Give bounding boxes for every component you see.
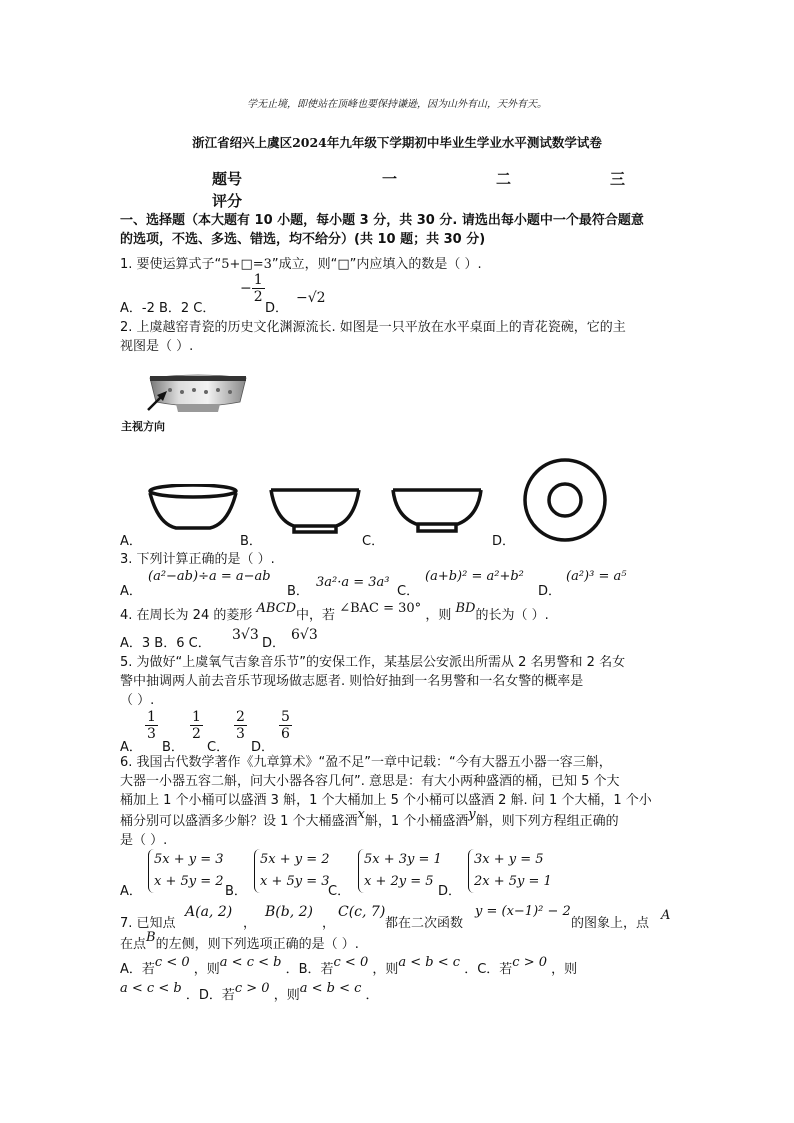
q7-line2	[120, 930, 359, 954]
q7-point-c: C(c, 7)	[338, 904, 386, 920]
q4-t3: ，则	[425, 608, 452, 623]
score-table-row1-label: 题号	[212, 170, 243, 188]
q7-optB-res: a < b < c	[398, 955, 461, 970]
q7-line2b: 的左侧，则下列选项正确的是（ ）.	[155, 937, 359, 952]
q6-line4a: 桶分别可以盛酒多少斛？设 1 个大桶盛酒	[120, 814, 358, 829]
q6-label-b: B．	[225, 884, 247, 899]
q7-optC-then: ，则	[551, 962, 578, 977]
q1-d-value: −√2	[296, 290, 326, 306]
q7-options-line2	[120, 981, 379, 1005]
q6-c-eq1: 5x + 3y = 1	[364, 852, 442, 867]
q7-comma-2: ，	[322, 916, 336, 931]
q1-option-c	[240, 272, 265, 305]
q3-label-a: A．	[120, 584, 142, 599]
q5-c-den: 3	[236, 726, 245, 742]
q2-line1: 2. 上虞越窑青瓷的历史文化渊源流长. 如图是一只平放在水平桌面上的青花瓷碗，它的主	[120, 320, 626, 335]
q5-label-b: B．	[162, 740, 184, 755]
q5-label-d: D．	[251, 740, 275, 755]
q7-optA-cond: c < 0	[154, 955, 190, 970]
q2-option-c-bowl	[390, 484, 486, 534]
q7-optD-pre: ．D．若	[185, 988, 235, 1003]
q2-caption: 主视方向	[121, 420, 165, 433]
score-table-col-2: 二	[496, 170, 512, 188]
q6-system-b	[254, 849, 330, 893]
q7-options-line1	[120, 955, 578, 979]
q5-b-den: 2	[192, 726, 201, 742]
q2-label-b: B．	[240, 534, 262, 549]
q6-line2: 大器一小器五容二斛，问大小器各容几何”. 意思是：有大小两种盛酒的桶，已知 5 个大	[120, 774, 620, 789]
q4-t4: 的长为（ ）.	[475, 608, 549, 623]
q4-stem	[120, 601, 549, 625]
score-table-col-1: 一	[382, 170, 398, 188]
q5-d-den: 6	[281, 726, 290, 742]
q4-bd: BD	[455, 601, 476, 616]
q7-optB-cond: c < 0	[333, 955, 369, 970]
q7-optD-then: ，则	[273, 988, 300, 1003]
q3-option-c: (a+b)² = a²+b²	[425, 569, 524, 584]
section-heading-line1: 一、选择题（本大题有 10 小题，每小题 3 分，共 30 分. 请选出每小题中一个最符合题意	[120, 213, 644, 228]
exam-title: 浙江省绍兴上虞区2024年九年级下学期初中毕业生学业水平测试数学试卷	[192, 135, 602, 150]
q3-label-c: C．	[397, 584, 420, 599]
q6-line4c: 斛，则下列方程组正确的	[475, 814, 619, 829]
q5-line2: 警中抽调两人前去音乐节现场做志愿者. 则恰好抽到一名男警和一名女警的概率是	[120, 674, 584, 689]
q6-system-a	[148, 849, 224, 893]
q6-d-eq1: 3x + y = 5	[474, 852, 544, 867]
q1-c-sign: −	[240, 280, 252, 297]
q6-label-a: A．	[120, 884, 142, 899]
q2-line2: 视图是（ ）.	[120, 339, 194, 354]
q7-comma-1: ，	[243, 916, 257, 931]
q5-frac-a	[145, 709, 158, 742]
q7-A: A	[661, 908, 671, 923]
q7-optD-res: a < b < c	[299, 981, 362, 996]
q7-B: B	[146, 930, 156, 945]
q4-d-label: D．	[262, 636, 286, 651]
section-heading-line2: 的选项，不选、多选、错选，均不给分）(共 10 题；共 30 分)	[120, 232, 486, 247]
q3-stem: 3. 下列计算正确的是（ ）.	[120, 552, 275, 567]
q6-a-eq2: x + 5y = 2	[154, 874, 224, 889]
q4-t1: 4. 在周长为 24 的菱形	[120, 608, 253, 623]
q1-expr: 5+□=3	[221, 257, 272, 272]
q1-post: ”成立，则“□”内应填入的数是（ ）.	[271, 257, 482, 272]
q3-label-b: B．	[287, 584, 309, 599]
q7-optA-res: a < c < b	[219, 955, 282, 970]
q5-a-den: 3	[147, 726, 156, 742]
q6-line1: 6. 我国古代数学著作《九章算术》“盈不足”一章中记载：“今有大器五小器一容三斛，	[120, 755, 612, 770]
q7-optC-pre: ．C．若	[464, 962, 513, 977]
q5-line1: 5. 为做好“上虞氧气吉象音乐节”的安保工作，某基层公安派出所需从 2 名男警和 2 名女	[120, 655, 626, 670]
q3-label-d: D．	[538, 584, 562, 599]
q7-optD-cond: c > 0	[234, 981, 270, 996]
q7-point-a: A(a, 2)	[185, 904, 233, 920]
q4-t2: 中，若	[296, 608, 336, 623]
q7-t1: 7. 已知点	[120, 916, 176, 931]
q7-function: y = (x−1)² − 2	[475, 904, 571, 919]
q2-option-d-top-view	[520, 455, 610, 545]
q4-options: A．3 B．6 C．	[120, 636, 211, 651]
q7-optA-then: ，则	[193, 962, 220, 977]
q7-optC-cond: c > 0	[512, 955, 547, 970]
q4-abcd: ABCD	[256, 601, 297, 616]
q6-line4b: 斛，1 个小桶盛酒	[364, 814, 469, 829]
q1-c-num: 1	[253, 272, 263, 288]
q6-var-x: x	[357, 807, 365, 822]
q5-frac-c	[234, 709, 247, 742]
q6-b-eq1: 5x + y = 2	[260, 852, 330, 867]
q7-optB-then: ，则	[372, 962, 399, 977]
q5-label-c: C．	[207, 740, 230, 755]
q7-optC-res: a < c < b	[120, 981, 182, 996]
q6-label-c: C．	[328, 884, 351, 899]
q1-c-fraction	[252, 272, 265, 305]
q5-frac-b	[190, 709, 203, 742]
q1-stem	[120, 255, 482, 274]
q6-line5: 是（ ）.	[120, 833, 168, 848]
q3-option-b: 3a²·a = 3a³	[316, 575, 390, 590]
q4-option-d: 6√3	[291, 627, 318, 643]
q6-system-d	[468, 849, 552, 893]
q1-d-label: D．	[265, 301, 289, 316]
q6-var-y: y	[468, 807, 476, 822]
q2-label-a: A．	[120, 534, 142, 549]
q5-b-num: 1	[192, 709, 201, 725]
q6-d-eq2: 2x + 5y = 1	[474, 874, 552, 889]
q5-d-num: 5	[281, 709, 290, 725]
score-table-row2-label: 评分	[212, 192, 243, 210]
q6-c-eq2: x + 2y = 5	[364, 874, 434, 889]
q6-b-eq2: x + 5y = 3	[260, 874, 330, 889]
q7-optB-pre: ．B．若	[285, 962, 334, 977]
q7-line2a: 在点	[120, 937, 147, 952]
q6-system-c	[358, 849, 442, 893]
q7-t2: 都在二次函数	[385, 916, 464, 931]
q5-label-a: A．	[120, 740, 142, 755]
score-table-col-3: 三	[610, 170, 626, 188]
motto: 学无止境，即使站在顶峰也要保持谦逊，因为山外有山，天外有天。	[247, 99, 547, 110]
q7-end: ．	[365, 988, 379, 1003]
q5-line3: （ ）.	[120, 693, 155, 708]
q5-frac-d	[279, 709, 292, 742]
q6-line3: 桶加上 1 个小桶可以盛酒 3 斛，1 个大桶加上 5 个小桶可以盛酒 2 斛. 问 1 个大桶，1 个小	[120, 793, 652, 808]
q7-point-b: B(b, 2)	[265, 904, 313, 920]
q6-line4	[120, 807, 619, 831]
q7-optA-pre: A．若	[120, 962, 155, 977]
q2-option-a-bowl	[146, 484, 242, 534]
q4-angle: ∠BAC = 30°	[339, 601, 422, 616]
q2-option-b-bowl	[268, 484, 364, 534]
q1-c-den: 2	[253, 289, 263, 305]
q1-options: A．-2 B．2 C．	[120, 301, 216, 316]
q4-option-c: 3√3	[232, 627, 259, 643]
q5-a-num: 1	[147, 709, 156, 725]
q2-label-c: C．	[362, 534, 385, 549]
q7-t3: 的图象上，点	[571, 916, 650, 931]
q2-label-d: D．	[492, 534, 516, 549]
q3-option-a: (a²−ab)÷a = a−ab	[148, 569, 271, 584]
q1-pre: 1. 要使运算式子“	[120, 257, 222, 272]
q5-c-num: 2	[236, 709, 245, 725]
q3-option-d: (a²)³ = a⁵	[566, 569, 627, 584]
q6-a-eq1: 5x + y = 3	[154, 852, 224, 867]
q6-label-d: D．	[438, 884, 462, 899]
